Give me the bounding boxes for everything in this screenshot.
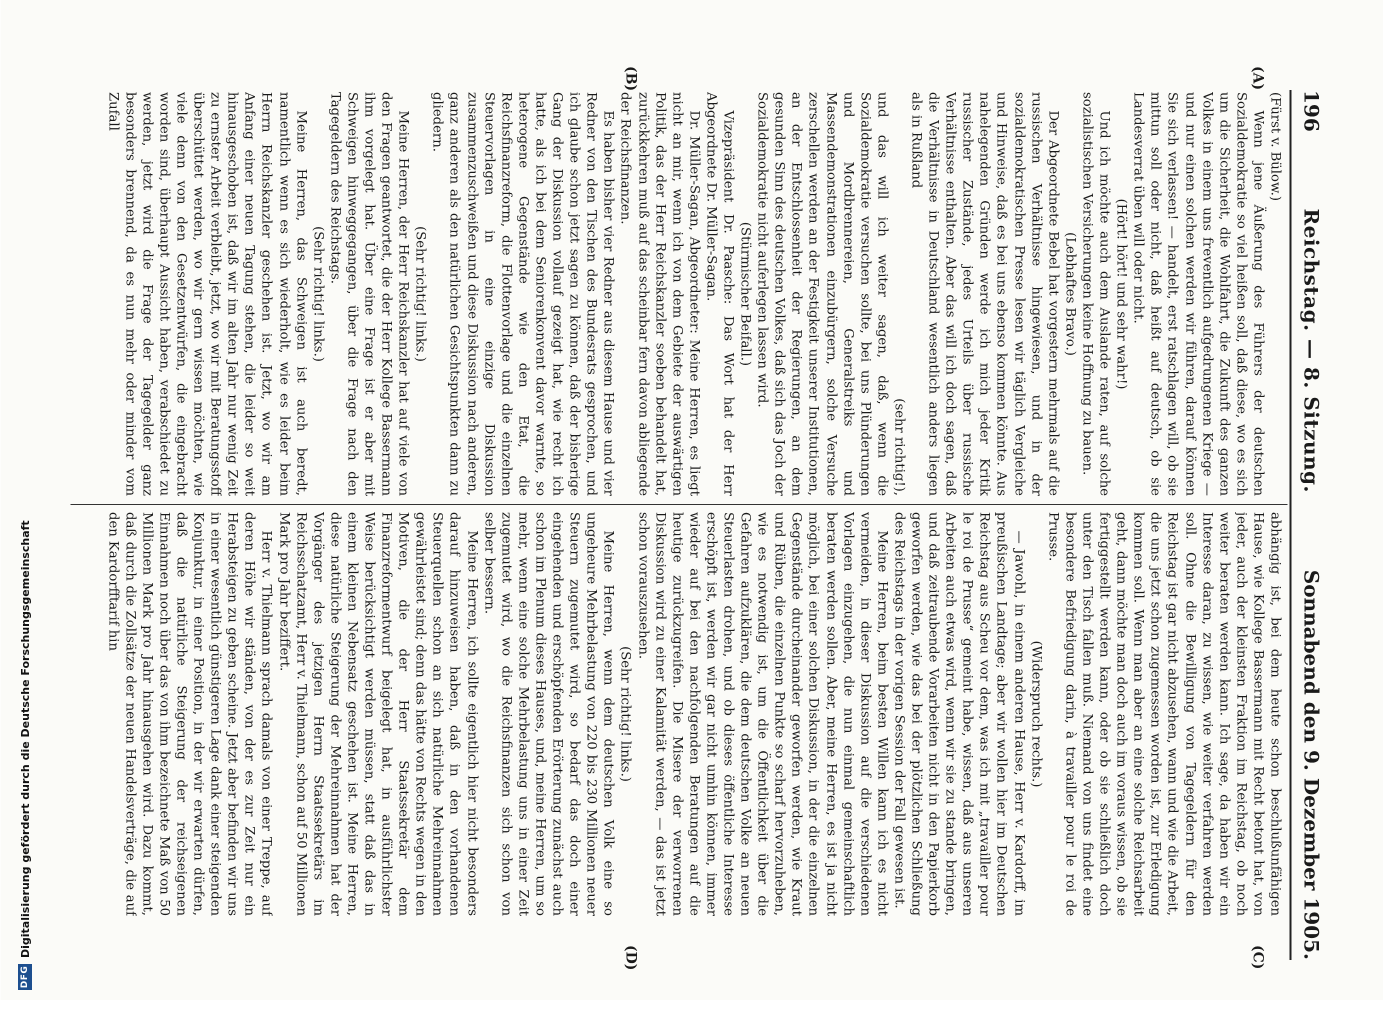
paragraph: Wenn jene Äußerung des Führers der deutschen Sozialdemokratie so viel heißen soll, daß diese, wo es sich um die Sicherheit, die Wohlfahrt, die Zukunft des ganzen Volkes in einem uns freventlich aufgedrungenen Kriege — und nur einen solchen werden wir führen, darauf können Sie sich verlassen! — handelt, erst ratschlagen will, ob sie mittun soll oder nicht, daß heißt auf deutsch, ob sie Landesverrat üben will oder nicht.	[1130, 92, 1265, 496]
margin-marker-b: (B)	[622, 66, 638, 92]
paragraph: Der Abgeordnete Bebel hat vorgestern mehrmals auf die russischen Verhältnisse hingewiesen, und in der sozialdemokratischen Presse lesen wir täglich Vergleiche und Hinweise, daß es bei uns ebenso kommen könnte. Aus nahelegenden Gründen werde ich mich jeder Kritik russischer Zustände, jedes Urteils über russische Verhältnisse enthalten. Aber das will ich doch sagen, daß die Verhältnisse in Deutschland wesentlich anders liegen als in Rußland	[908, 92, 1060, 496]
paragraph: Meine Herren, wenn dem deutschen Volk eine so ungeheure Mehrbelastung von 220 bis 230 Millionen neuer Steuern zugemutet wird, so bedarf das doch einer eingehenden und erschöpfenden Erörterung zunächst auch schon im Plenum dieses Hauses, und, meine Herren, um so mehr, wenn eine solche Mehrbelastung uns in einer Zeit zugemutet wird, wo die Reichsfinanzen sich schon von selber bessern.	[480, 512, 616, 916]
paragraph: (Hört! hört! und sehr wahr!)	[1113, 198, 1129, 390]
paragraph: (Lebhaftes Bravo.)	[1061, 232, 1077, 356]
right-column	[73, 512, 1283, 916]
paragraph: Meine Herren, ich sollte eigentlich hier nicht besonders darauf hinzuweisen haben, daß in den vorhandenen Steuerquellen schon an sich natürliche Mehreinnahmen gewährleistet sind; denn das hätte von Rechts wegen in den Motiven, die der Herr Staatssekretär dem Finanzreformentwurf beigelegt hat, in ausführlichster Weise berücksichtigt werden müssen, statt daß das in einem kleinen Nebensatz geschehen ist. Meine Herren, diese natürliche Steigerung der Mehreinnahmen hat der Vorgänger des jetzigen Herrn Staatssekretärs im Reichsschatzamt, Herr v. Thielmann, schon auf 50 Millionen Mark pro Jahr beziffert.	[275, 512, 479, 916]
paragraph: (Fürst v. Bülow.)	[1267, 92, 1282, 202]
paragraph: Meine Herren, das Schweigen ist auch beredt, namentlich wenn es sich wiederholt, wie es leider beim Herrn Reichskanzler geschehen ist. Jetzt, wo wir am Anfang einer neuen Tagung stehen, die leider so weit hinausgeschoben ist, daß wir im alten Jahr nur wenig Zeit zu ernster Arbeit verbleibt, jetzt, wo wir mit Beratungsstoff überschüttet werden, wo wir gern wissen möchten, wie viele denn von den Gesetzentwürfen, die eingebracht worden sind, überhaupt Aussicht haben, verabschiedet zu werden, jetzt wird die Frage der Tagegelder ganz besonders brennend, da es nun mehr oder minder vom Zufall	[104, 92, 308, 496]
paragraph: Herr v. Thielmann sprach damals von einer Treppe, auf deren Höhe wir ständen, von der es zur Zeit nur ein Herabsteigen zu geben scheine. Jetzt aber befinden wir uns in einer wesentlich günstigeren Lage dank einer steigenden Konjunktur, in einer Position, in der wir erwarten dürfen, daß die natürliche Steigerung der reichseigenen Einnahmen noch über das von ihm bezeichnete Maß von 50 Millionen Mark pro Jahr hinausgehen wird. Dazu kommt, daß durch die Zollsätze der neuen Handelsverträge, die auf den Kardorfftarif hin	[104, 512, 274, 916]
margin-marker-d: (D)	[622, 945, 638, 971]
paragraph: (Stürmischer Beifall.)	[737, 221, 753, 367]
footer-credit: Digitalisierung gefördert durch die Deutsche Forschungsgemeinschaft	[18, 520, 32, 958]
header-rule	[1289, 90, 1291, 960]
paragraph: Und ich möchte auch dem Auslande raten, auf solche sozialistischen Versicherungen keine Hoffnung zu bauen.	[1078, 92, 1112, 496]
paragraph: Meine Herren, beim besten Willen kann ich es nicht vermeiden, in dieser Diskussion auf die verschiedenen Vorlagen einzugehen, die nun einmal gemeinschaftlich beraten werden sollen. Aber, meine Herren, es ist ja nicht möglich, bei einer solchen Diskussion, in der die einzelnen Gegenstände durcheinander geworfen werden, wie Kraut und Rüben, die einzelnen Punkte so scharf hervorzuheben, wie es notwendig ist, um die Öffentlichkeit über die Gefahren aufzuklären, die dem deutschen Volke an neuen Steuerlasten drohen, und ob dieses öffentliche Interesse erschöpft ist, werden wir gar nicht umhin können, immer wieder auf bei den nachfolgenden Beratungen auf die heutige zurückzugreifen. Die Misere der verworrenen Diskussion wird zu einer Kalamität werden, — das ist jetzt schon vorauszusehen.	[634, 512, 889, 916]
left-column	[73, 92, 1283, 496]
paragraph: Dr. Müller-Sagan, Abgeordneter: Meine Herren, es liegt nicht an mir, wenn ich von dem Gebiete der auswärtigen Politik, das der Herr Reichskanzler soeben behandelt hat, zurückkehren muß auf das scheinbar fern davon abliegende der Reichsfinanzen.	[617, 92, 701, 496]
paragraph: — Jawohl, in einem anderen Hause, Herr v. Kardorff, im preußischen Landtage; aber wir wollen hier im Deutschen Reichstag aus Scheu vor dem, was ich mit „travailler pour le roi de Prusse“ gemeint habe, wissen, daß aus unseren Arbeiten auch etwas wird, wenn wir sie zu stande bringen, und daß zeitraubende Vorarbeiten nicht in den Papierkorb geworfen werden, wie das bei der plötzlichen Schließung des Reichstags in der vorigen Session der Fall gewesen ist.	[890, 512, 1026, 916]
paragraph: abhängig ist, bei dem heute schon beschlußunfähigen Hause, wie Kollege Bassermann mit Recht betont hat, von jeder, auch der kleinsten Fraktion im Reichstag, ob noch weiter beraten werden kann. Ich sage, da haben wir ein Interesse daran, zu wissen, wie weiter verfahren werden soll. Ohne die Bewilligung von Tagegeldern für den Reichstag ist gar nicht abzusehen, wann und wie die Arbeit, die uns jetzt schon zugemessen worden ist, zur Erledigung kommen soll. Wenn man aber an eine solche Reichsarbeit geht, dann möchte man doch auch im voraus wissen, ob sie fertiggestellt werden kann, oder ob sie schließlich doch unter den Tisch fallen muß. Niemand von uns findet eine besondere Befriedigung darin, à travailler pour le roi de Prusse.	[1044, 512, 1282, 916]
header-title: Reichstag. — 8. Sitzung.	[1299, 208, 1323, 493]
paragraph: (Sehr richtig! links.)	[412, 226, 428, 362]
paragraph: (Widerspruch rechts.)	[1027, 640, 1043, 788]
page-header	[1293, 90, 1323, 960]
paragraph: (Sehr richtig! links.)	[309, 226, 325, 362]
digitization-footer	[10, 0, 40, 1010]
margin-marker-c: (C)	[1249, 945, 1265, 970]
paragraph: Es haben bisher vier Redner aus diesem Hause und vier Redner von den Tischen des Bundesrats gesprochen, und ich glaube schon jetzt sagen zu können, daß der bisherige Gang der Diskussion vollauf gezeigt hat, wie recht ich hatte, als ich bei dem Seniorenkonvent davor warnte, so heterogene Gegenstände wie den Etat, die Reichsfinanzreform, die Flottenvorlage und die einzelnen Steuervorlagen in eine einzige Diskussion zusammenzuschweißen und diese Diskussion nach anderen, ganz anderen als den natürlichen Gesichtspunkten dann zu gliedern.	[429, 92, 616, 496]
paragraph: Meine Herren, der Herr Reichskanzler hat auf viele von den Fragen geantwortet, die der Herr Kollege Bassermann ihm vorgelegt hat. Über eine Frage ist er aber mit Schweigen hinweggegangen, über die Frage nach den Tagegeldern des Reichstags.	[326, 92, 411, 496]
page-number: 196	[1299, 90, 1323, 132]
paragraph: und das will ich weiter sagen, daß, wenn die Sozialdemokratie versuchen sollte, bei uns Plünderungen und Mordbrennereien, Generalstreiks und Massendemonstrationen einzubürgern, solche Versuche zerschellen werden an der Festigkeit unserer Institutionen, an der Entschlossenheit der Regierungen, an dem gesunden Sinn des deutschen Volkes, daß sich das Joch der Sozialdemokratie nicht auferlegen lassen wird.	[754, 92, 889, 496]
header-date: Sonnabend den 9. Dezember 1905.	[1299, 569, 1323, 960]
column-divider	[70, 504, 1287, 505]
paragraph: (Sehr richtig! links.)	[617, 646, 633, 782]
paragraph: Vizepräsident Dr. Paasche: Das Wort hat der Herr Abgeordnete Dr. Müller-Sagan.	[702, 92, 735, 496]
dfg-logo: DFG	[20, 965, 30, 989]
paragraph: (sehr richtig!),	[890, 398, 906, 496]
margin-marker-a: (A)	[1249, 66, 1265, 91]
